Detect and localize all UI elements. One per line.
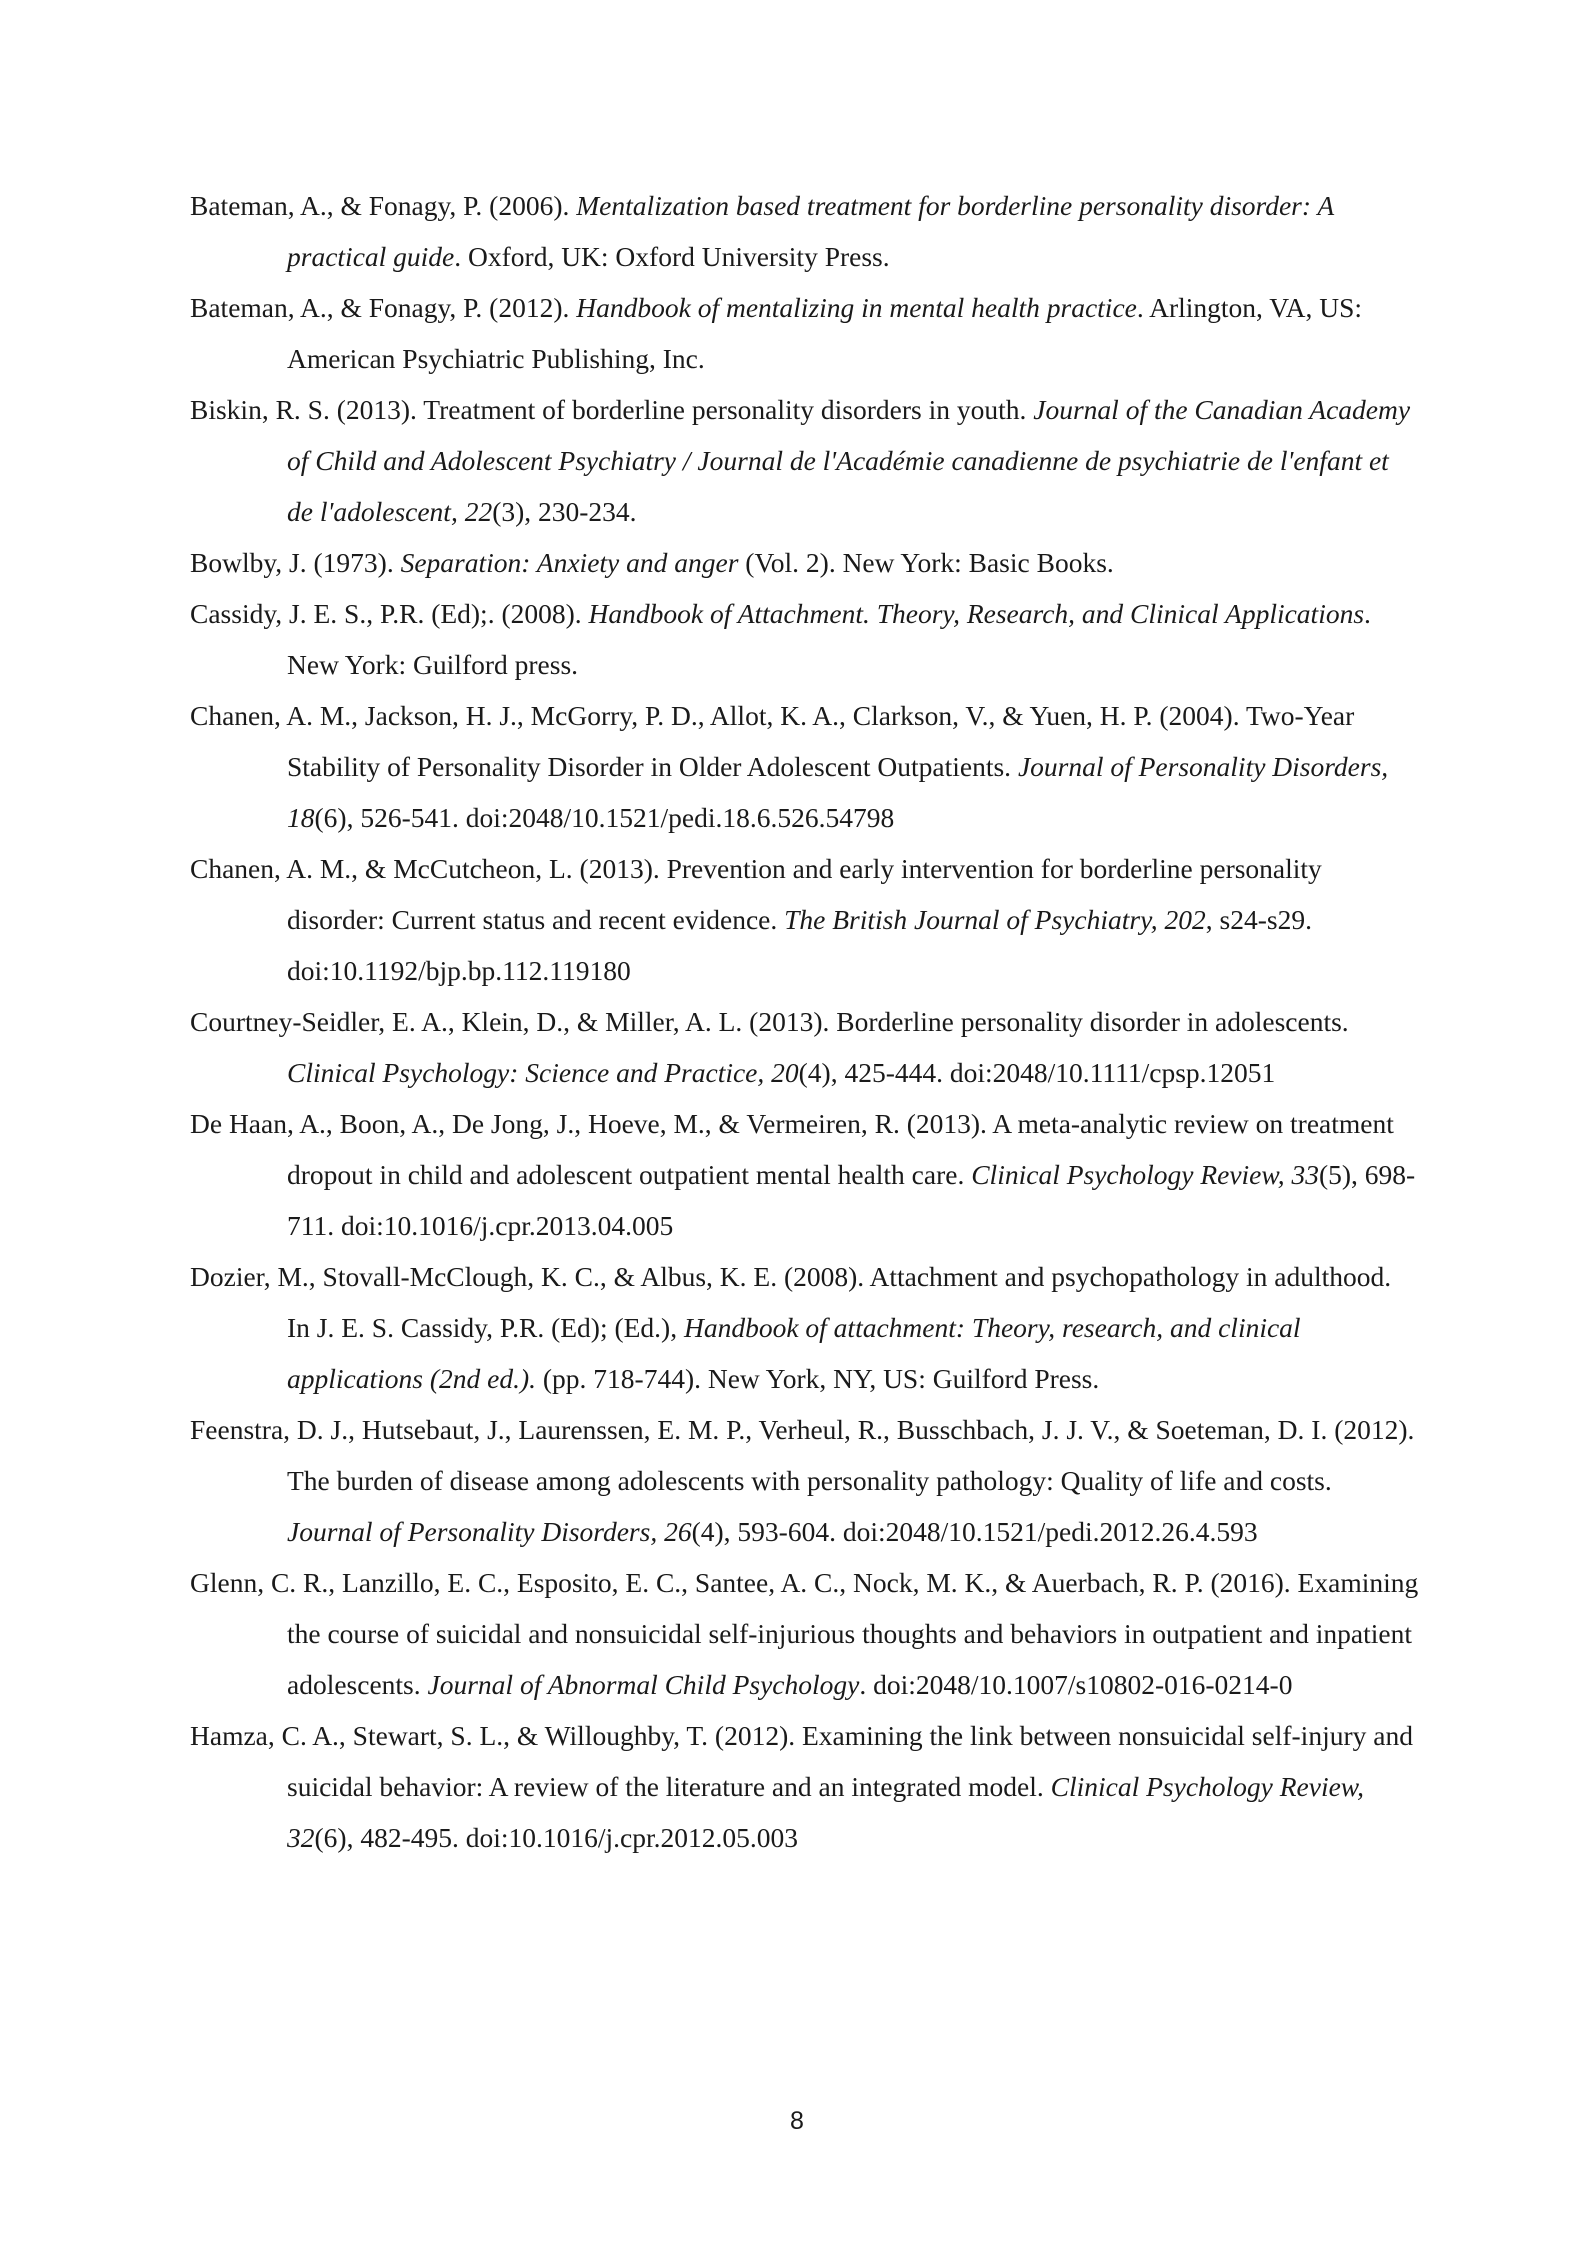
reference-text: Cassidy, J. E. S., P.R. (Ed);. (2008).	[190, 598, 589, 629]
reference-text: , s24-s29. doi:10.1192/bjp.bp.112.119180	[287, 904, 1312, 986]
reference-entry	[190, 843, 1420, 996]
reference-text: Courtney-Seidler, E. A., Klein, D., & Miller, A. L. (2013). Borderline personality disorder in adolescents.	[190, 1006, 1349, 1037]
reference-source-title: Clinical Psychology Review, 32	[287, 1771, 1364, 1853]
reference-source-title: Journal of Abnormal Child Psychology	[427, 1669, 860, 1700]
reference-text: Chanen, A. M., & McCutcheon, L. (2013). Prevention and early intervention for borderline personality disorder: Current status and recent evidence.	[190, 853, 1322, 935]
reference-text: Hamza, C. A., Stewart, S. L., & Willoughby, T. (2012). Examining the link between nonsuicidal self-injury and suicidal behavior: A review of the literature and an integrated model.	[190, 1720, 1413, 1802]
reference-entry	[190, 1404, 1420, 1557]
reference-text: . doi:2048/10.1007/s10802-016-0214-0	[859, 1669, 1293, 1700]
reference-text: . Oxford, UK: Oxford University Press.	[454, 241, 890, 272]
reference-source-title: Handbook of attachment: Theory, research, and clinical applications (2nd ed.).	[287, 1312, 1301, 1394]
reference-text: De Haan, A., Boon, A., De Jong, J., Hoeve, M., & Vermeiren, R. (2013). A meta-analytic review on treatment dropout in child and adolescent outpatient mental health care.	[190, 1108, 1394, 1190]
reference-text: . New York: Guilford press.	[287, 598, 1371, 680]
reference-list	[190, 180, 1420, 1863]
reference-entry	[190, 1251, 1420, 1404]
reference-text: Bateman, A., & Fonagy, P. (2012).	[190, 292, 577, 323]
reference-text: (3), 230-234.	[492, 496, 637, 527]
reference-source-title: Mentalization based treatment for borderline personality disorder: A practical guide	[287, 190, 1334, 272]
reference-text: (5), 698-711. doi:10.1016/j.cpr.2013.04.005	[287, 1159, 1416, 1241]
reference-entry	[190, 1098, 1420, 1251]
reference-entry	[190, 690, 1420, 843]
reference-source-title: Journal of Personality Disorders, 26	[287, 1516, 692, 1547]
page-number: 8	[790, 2107, 804, 2135]
reference-entry	[190, 384, 1420, 537]
reference-text: Biskin, R. S. (2013). Treatment of borderline personality disorders in youth.	[190, 394, 1034, 425]
reference-text: . Arlington, VA, US: American Psychiatric Publishing, Inc.	[287, 292, 1363, 374]
reference-source-title: Journal of Personality Disorders, 18	[287, 751, 1389, 833]
reference-text: (4), 425-444. doi:2048/10.1111/cpsp.12051	[798, 1057, 1276, 1088]
reference-source-title: Separation: Anxiety and anger	[400, 547, 739, 578]
reference-text: Dozier, M., Stovall-McClough, K. C., & Albus, K. E. (2008). Attachment and psychopathology in adulthood. In J. E. S. Cassidy, P.R. (Ed); (Ed.),	[190, 1261, 1392, 1343]
reference-entry	[190, 282, 1420, 384]
reference-source-title: Clinical Psychology: Science and Practice, 20	[287, 1057, 799, 1088]
reference-text: Chanen, A. M., Jackson, H. J., McGorry, P. D., Allot, K. A., Clarkson, V., & Yuen, H. P. (2004). Two-Year Stability of Personality Disorder in Older Adolescent Outpatients.	[190, 700, 1355, 782]
reference-text: Feenstra, D. J., Hutsebaut, J., Laurenssen, E. M. P., Verheul, R., Busschbach, J. J. V., & Soeteman, D. I. (2012). The burden of disease among adolescents with personality pathology: Quality of life and costs.	[190, 1414, 1415, 1496]
reference-entry	[190, 1710, 1420, 1863]
reference-entry	[190, 537, 1420, 588]
reference-text: (pp. 718-744). New York, NY, US: Guilford Press.	[536, 1363, 1100, 1394]
reference-text: (4), 593-604. doi:2048/10.1521/pedi.2012.26.4.593	[691, 1516, 1258, 1547]
reference-text: Bowlby, J. (1973).	[190, 547, 401, 578]
reference-entry	[190, 996, 1420, 1098]
reference-source-title: Clinical Psychology Review, 33	[971, 1159, 1319, 1190]
reference-source-title: The British Journal of Psychiatry, 202	[784, 904, 1206, 935]
reference-source-title: Handbook of mentalizing in mental health practice	[576, 292, 1137, 323]
reference-text: (6), 482-495. doi:10.1016/j.cpr.2012.05.003	[314, 1822, 799, 1853]
reference-source-title: Handbook of Attachment. Theory, Research, and Clinical Applications	[588, 598, 1365, 629]
reference-entry	[190, 180, 1420, 282]
reference-source-title: Journal of the Canadian Academy of Child and Adolescent Psychiatry / Journal de l'Académie canadienne de psychiatrie de l'enfant et de l'adolescent, 22	[287, 394, 1411, 527]
reference-entry	[190, 1557, 1420, 1710]
reference-text: Bateman, A., & Fonagy, P. (2006).	[190, 190, 577, 221]
reference-text: (Vol. 2). New York: Basic Books.	[738, 547, 1114, 578]
reference-text: Glenn, C. R., Lanzillo, E. C., Esposito, E. C., Santee, A. C., Nock, M. K., & Auerbach, R. P. (2016). Examining the course of suicidal and nonsuicidal self-injurious thoughts and behaviors in outpatient and inpatient adolescents.	[190, 1567, 1419, 1700]
reference-text: (6), 526-541. doi:2048/10.1521/pedi.18.6.526.54798	[314, 802, 895, 833]
reference-entry	[190, 588, 1420, 690]
